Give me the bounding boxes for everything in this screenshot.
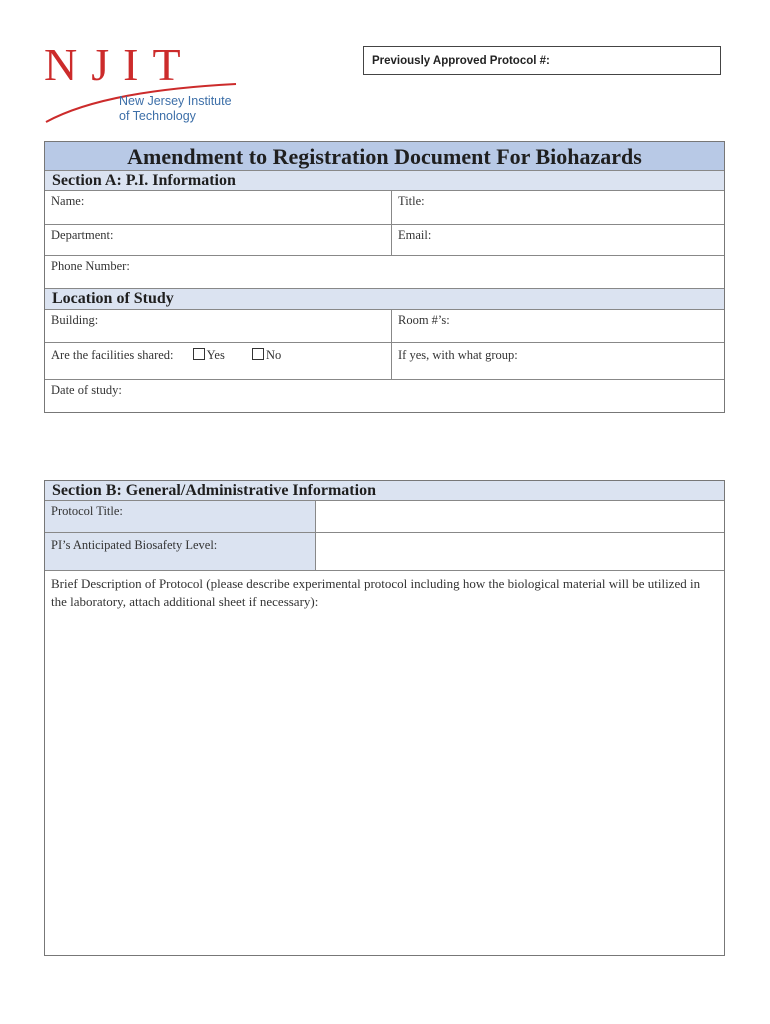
biosafety-label: PI’s Anticipated Biosafety Level: xyxy=(51,538,218,552)
building-field[interactable] xyxy=(45,310,391,342)
protocol-title-label: Protocol Title: xyxy=(51,504,123,518)
title-label: Title: xyxy=(398,194,425,208)
shared-group-field[interactable] xyxy=(391,343,724,379)
protocol-label: Previously Approved Protocol #: xyxy=(372,55,550,67)
department-email-row xyxy=(45,225,724,256)
yes-label: Yes xyxy=(206,348,225,362)
email-label: Email: xyxy=(398,228,432,242)
section-a-table xyxy=(44,141,725,413)
date-row xyxy=(45,380,724,412)
logo-letters: NJIT xyxy=(44,39,195,90)
phone-label: Phone Number: xyxy=(51,259,130,273)
facilities-shared-cell xyxy=(45,343,391,379)
biosafety-label-cell xyxy=(45,533,315,570)
yes-option[interactable] xyxy=(193,348,228,362)
name-field[interactable] xyxy=(45,191,391,224)
biosafety-row xyxy=(45,533,724,571)
description-field[interactable] xyxy=(45,571,724,955)
protocol-title-field[interactable] xyxy=(315,501,724,532)
title-field[interactable] xyxy=(391,191,724,224)
department-label: Department: xyxy=(51,228,114,242)
date-field[interactable] xyxy=(45,380,724,412)
shared-group-label: If yes, with what group: xyxy=(398,348,518,362)
description-label: Brief Description of Protocol (please describe experimental protocol including how the biological material will be utilized in the laboratory, attach additional sheet if necessary): xyxy=(51,576,701,609)
no-label: No xyxy=(265,348,282,362)
section-a-heading: Section A: P.I. Information xyxy=(45,171,724,191)
phone-row xyxy=(45,256,724,289)
room-label: Room #’s: xyxy=(398,313,450,327)
protocol-title-row xyxy=(45,501,724,533)
department-field[interactable] xyxy=(45,225,391,255)
form-title: Amendment to Registration Document For Biohazards xyxy=(45,142,724,171)
facilities-shared-label: Are the facilities shared: xyxy=(51,348,174,362)
no-option[interactable] xyxy=(252,348,281,362)
building-room-row xyxy=(45,310,724,343)
logo-name-line2: of Technology xyxy=(119,109,196,123)
previously-approved-protocol-field[interactable] xyxy=(363,46,721,75)
njit-logo xyxy=(40,38,240,130)
phone-field[interactable] xyxy=(45,256,724,288)
facilities-row xyxy=(45,343,724,380)
date-label: Date of study: xyxy=(51,383,122,397)
biosafety-field[interactable] xyxy=(315,533,724,570)
yes-checkbox[interactable] xyxy=(193,348,205,360)
name-title-row xyxy=(45,191,724,225)
protocol-title-label-cell xyxy=(45,501,315,532)
section-b-table xyxy=(44,480,725,956)
email-field[interactable] xyxy=(391,225,724,255)
building-label: Building: xyxy=(51,313,99,327)
no-checkbox[interactable] xyxy=(252,348,264,360)
name-label: Name: xyxy=(51,194,85,208)
room-field[interactable] xyxy=(391,310,724,342)
section-b-heading: Section B: General/Administrative Information xyxy=(45,481,724,501)
description-row xyxy=(45,571,724,955)
logo-tagline xyxy=(119,94,232,124)
location-heading: Location of Study xyxy=(45,289,724,310)
logo-name-line1: New Jersey Institute xyxy=(119,94,232,108)
